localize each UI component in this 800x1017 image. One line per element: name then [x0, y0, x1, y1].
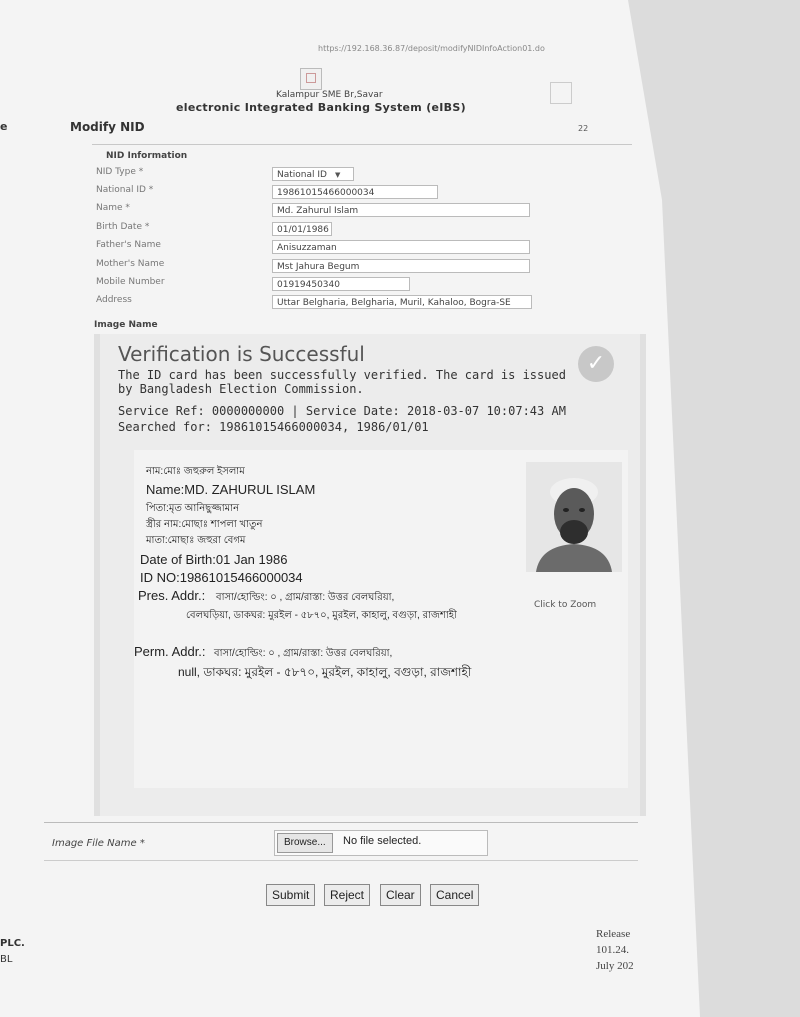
name-label: Name * — [96, 203, 130, 213]
holder-photo[interactable] — [526, 462, 622, 572]
image-file-name-label: Image File Name * — [52, 838, 145, 849]
left-fragment: e — [0, 120, 8, 133]
footer-company-short: BL — [0, 954, 13, 965]
mobile-number-label: Mobile Number — [96, 277, 165, 287]
verification-panel — [94, 334, 646, 816]
check-icon: ✓ — [578, 346, 614, 382]
father-name-field[interactable]: Anisuzzaman — [272, 240, 530, 254]
clear-button[interactable]: Clear — [380, 884, 421, 906]
verification-message-1: The ID card has been successfully verified. The card is issued — [118, 368, 566, 382]
card-dob: Date of Birth:01 Jan 1986 — [140, 552, 288, 567]
divider — [44, 860, 638, 861]
submit-button[interactable]: Submit — [266, 884, 315, 906]
address-label: Address — [96, 295, 132, 305]
card-mother-bn: মাতা:মোছাঃ জহুরা বেগম — [146, 535, 246, 546]
release-date: July 202 — [596, 960, 634, 972]
verification-title: Verification is Successful — [118, 342, 365, 366]
nid-type-select[interactable] — [272, 167, 354, 181]
nid-type-value: National ID — [277, 170, 327, 180]
national-id-label: National ID * — [96, 185, 154, 195]
mother-name-field[interactable]: Mst Jahura Begum — [272, 259, 530, 273]
birth-date-label: Birth Date * — [96, 222, 150, 232]
searched-for-line: Searched for: 19861015466000034, 1986/01/01 — [118, 420, 429, 434]
corner-box — [550, 82, 572, 104]
card-father-bn: পিতা:মৃত আনিছুজ্জামান — [146, 503, 240, 514]
branch-name: Kalampur SME Br,Savar — [276, 90, 383, 100]
file-status-text: No file selected. — [343, 835, 422, 847]
card-pres-addr-1: বাসা/হোল্ডিং: ০ , গ্রাম/রাস্তা: উত্তর বেলঘরিয়া, — [216, 592, 395, 603]
father-name-label: Father's Name — [96, 240, 161, 250]
bank-logo-icon — [300, 68, 322, 90]
mobile-number-field[interactable]: 01919450340 — [272, 277, 410, 291]
card-id-no: ID NO:19861015466000034 — [140, 570, 303, 585]
card-perm-addr-1: বাসা/হোল্ডিং: ০ , গ্রাম/রাস্তা: উত্তর বেলঘরিয়া, — [214, 648, 393, 659]
browse-button[interactable]: Browse... — [277, 833, 333, 853]
national-id-field[interactable]: 19861015466000034 — [272, 185, 438, 199]
url-text: https://192.168.36.87/deposit/modifyNIDInfoAction01.do — [318, 44, 545, 53]
reject-button[interactable]: Reject — [324, 884, 370, 906]
chevron-down-icon: ▼ — [334, 171, 341, 179]
service-ref-line: Service Ref: 0000000000 | Service Date: 2018-03-07 10:07:43 AM — [118, 404, 566, 418]
card-pres-addr-label: Pres. Addr.: — [138, 588, 206, 603]
release-version: 101.24. — [596, 944, 629, 956]
footer-company: PLC. — [0, 938, 25, 949]
nid-card-image — [134, 450, 628, 788]
click-to-zoom-link[interactable]: Click to Zoom — [534, 600, 597, 610]
page-title: Modify NID — [70, 120, 145, 134]
verification-message-2: by Bangladesh Election Commission. — [118, 382, 364, 396]
image-file-input[interactable] — [274, 830, 488, 856]
card-pres-addr-2: বেলঘড়িয়া, ডাকঘর: মুরইল - ৫৮৭০, মুরইল, কাহালু, বগুড়া, রাজশাহী — [186, 610, 457, 621]
mother-name-label: Mother's Name — [96, 259, 165, 269]
divider — [44, 822, 638, 823]
name-field[interactable]: Md. Zahurul Islam — [272, 203, 530, 217]
address-field[interactable]: Uttar Belgharia, Belgharia, Muril, Kahaloo, Bogra-SE — [272, 295, 532, 309]
card-perm-addr-2: null, ডাকঘর: মুরইল - ৫৮৭০, মুরইল, কাহালু, বগুড়া, রাজশাহী — [178, 665, 472, 679]
image-name-heading: Image Name — [94, 320, 158, 330]
card-perm-addr-label: Perm. Addr.: — [134, 644, 206, 659]
system-title: electronic Integrated Banking System (eIBS) — [176, 101, 466, 114]
card-name-bn: নাম:মোঃ জহুরুল ইসলাম — [146, 466, 245, 477]
birth-date-field[interactable]: 01/01/1986 — [272, 222, 332, 236]
page-number: 22 — [578, 124, 589, 133]
card-name-en: Name:MD. ZAHURUL ISLAM — [146, 482, 316, 497]
card-husband-bn: স্ত্রীর নাম:মোছাঃ শাপলা খাতুন — [146, 519, 263, 530]
release-label: Release — [596, 928, 631, 940]
nid-information-panel — [92, 144, 632, 315]
nid-section-title: NID Information — [106, 151, 188, 161]
nid-type-label: NID Type * — [96, 167, 144, 177]
cancel-button[interactable]: Cancel — [430, 884, 479, 906]
